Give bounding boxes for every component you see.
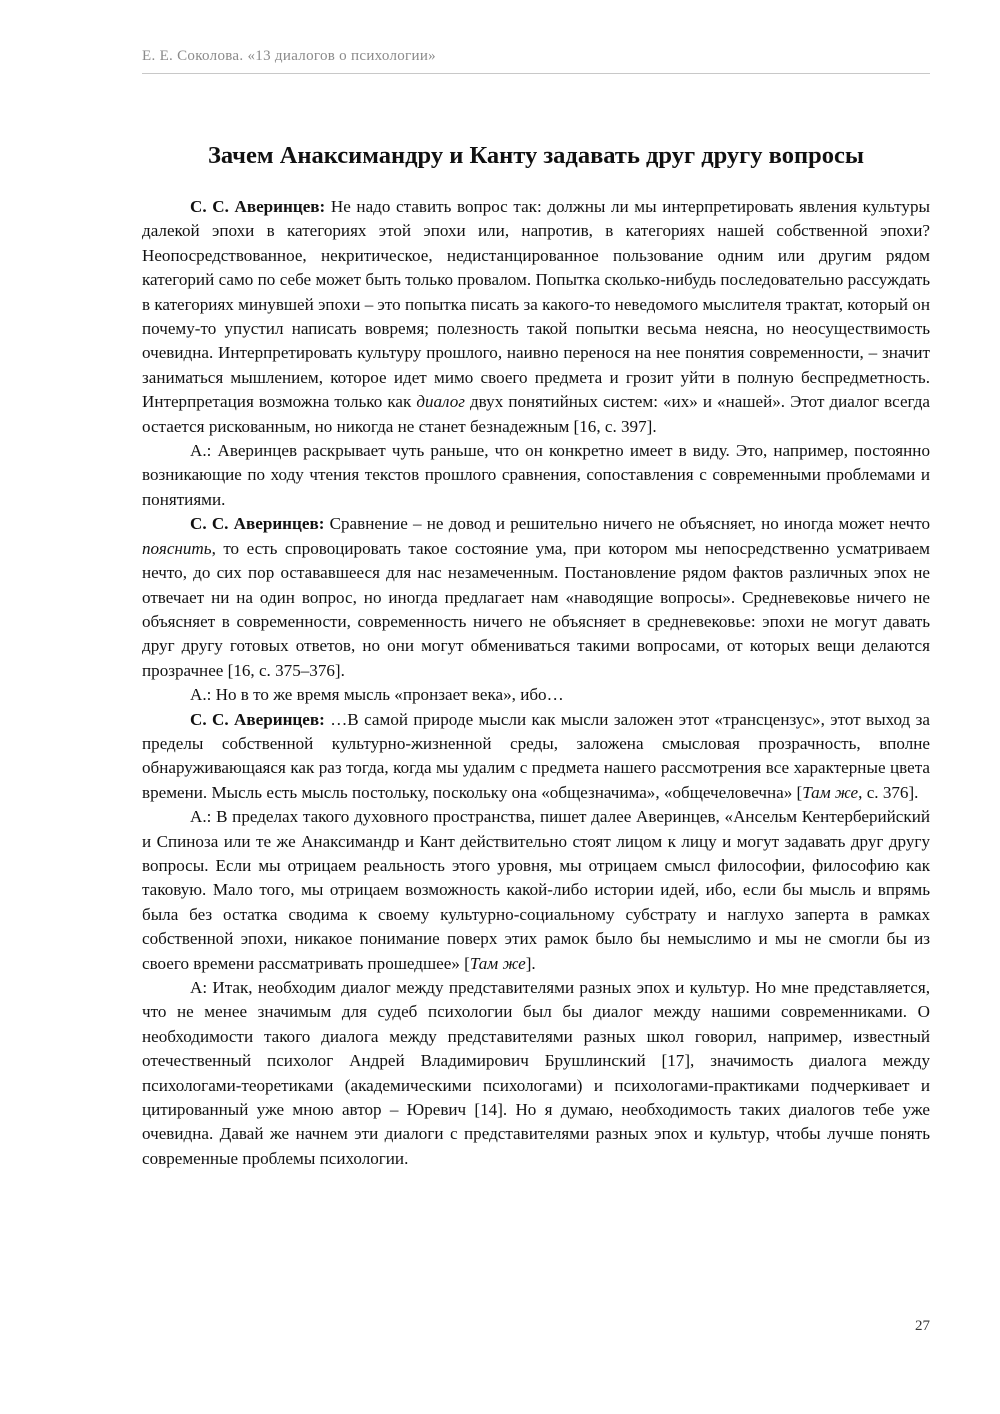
text-segment: , то есть спровоцировать такое состояние ума, при котором мы непосредственно усматриваем нечто, до сих пор остававшееся для нас незамеченным. Постановление рядом фактов различных эпох не отвечает ни на один вопрос, но иногда предлагает нам «наводящие вопросы». Средневековье ничего не объясняет в современности, современность ничего не объясняет в средневековье: эпохи не могут давать друг другу готовых ответов, но они могут обмениваться такими вопросами, от которых вещи делаются прозрачнее [16, с. 375–376]. (142, 538, 930, 680)
text-segment: А.: В пределах такого духовного пространства, пишет далее Аверинцев, «Ансельм Кентерберийский и Спиноза или те же Анаксимандр и Кант действительно стоят лицом к лицу и могут задавать друг другу вопросы. Если мы отрицаем реальность этого уровня, мы отрицаем смысл философии, философию как таковую. Мало того, мы отрицаем возможность какой-либо истории идей, ибо, если бы мысль и впрямь была без остатка сводима к своему культурно-социальному субстрату и наглухо заперта в рамках собственной эпохи, никакое понимание поверх этих рамок было бы немыслимо и мы не смогли бы из своего времени рассматривать прошедшее» [ (142, 807, 930, 973)
chapter-title: Зачем Анаксимандру и Канту задавать друг другу вопросы (207, 142, 864, 169)
text-segment: двух понятийных систем: «их» и «нашей». Этот диалог всегда остается рискованным, но никогда не станет безнадежным [16, с. 397]. (142, 392, 930, 436)
speaker-label: С. С. Аверинцев: (190, 709, 325, 729)
speaker-label: С. С. Аверинцев: (190, 197, 326, 216)
paragraph-2 (142, 439, 930, 512)
running-head: Е. Е. Соколова. «13 диалогов о психологии» (142, 48, 930, 74)
text-segment: ]. (525, 953, 536, 973)
text-segment: Не надо ставить вопрос так: должны ли мы интерпретировать явления культуры далекой эпохи в категориях этой эпохи или, напротив, в категориях нашей собственной эпохи? Неопосредствованное, некритическое, недистанцированное пользование одним или другим рядом категорий само по себе может быть только провалом. Попытка сколько-нибудь последовательно рассуждать в категориях минувшей эпохи – это попытка писать за какого-то неведомого мыслителя трактат, который он почему-то упустил написать вовремя; полезность такой попытки весьма неясна, но неосуществимость очевидна. Интерпретировать культуру прошлого, наивно перенося на нее понятия современности, – значит заниматься мышлением, которое идет мимо своего предмета и грозит уйти в полную беспредметность. Интерпретация возможна только как (142, 197, 930, 412)
paragraph-3 (142, 512, 930, 683)
text-segment: А: Итак, необходим диалог между представителями разных эпох и культур. Но мне представляется, что не менее значимым для судеб психологии был бы диалог между нашими современниками. О необходимости такого диалога между представителями разных школ говорил, например, известный отечественный психолог Андрей Владимирович Брушлинский [17], значимость диалога между психологами-теоретиками (академическими психологами) и психологами-практиками подчеркивает и цитированный уже мною автор – Юревич [14]. Но я думаю, необходимость таких диалогов тебе уже очевидна. Давай же начнем эти диалоги с представителями разных эпох и культур, чтобы лучше понять современные проблемы психологии. (142, 978, 930, 1168)
text-segment: Сравнение – не довод и решительно ничего не объясняет, но иногда может нечто (324, 514, 930, 534)
text-segment: , с. 376]. (858, 782, 919, 802)
paragraph-1 (142, 195, 930, 439)
text-segment: А.: Но в то же время мысль «пронзает века», ибо… (190, 685, 564, 705)
text-segment: А.: Аверинцев раскрывает чуть раньше, что он конкретно имеет в виду. Это, например, постоянно возникающие по ходу чтения текстов прошлого сравнения, сопоставления с современными проблемами и понятиями. (142, 441, 930, 509)
speaker-label: С. С. Аверинцев: (190, 514, 325, 534)
paragraph-6 (142, 805, 930, 976)
paragraph-7 (142, 976, 930, 1171)
text-segment: …В самой природе мысли как мысли заложен этот «трансцензус», этот выход за пределы собственной культурно-жизненной среды, заложена смысловая прозрачность, вполне обнаруживающаяся как раз тогда, когда мы удалим с предмета нашего рассмотрения все характерные цвета времени. Мысль есть мысль постольку, поскольку она «общезначима», «общечеловечна» [ (142, 709, 931, 802)
paragraph-4 (142, 683, 930, 707)
italic-term: пояснить (142, 538, 212, 558)
italic-citation: Там же (469, 953, 526, 973)
italic-citation: Там же (802, 782, 859, 802)
italic-term: диалог (416, 392, 465, 412)
page-number: 27 (915, 1318, 930, 1334)
body-text (142, 195, 930, 1171)
paragraph-5 (142, 708, 930, 806)
